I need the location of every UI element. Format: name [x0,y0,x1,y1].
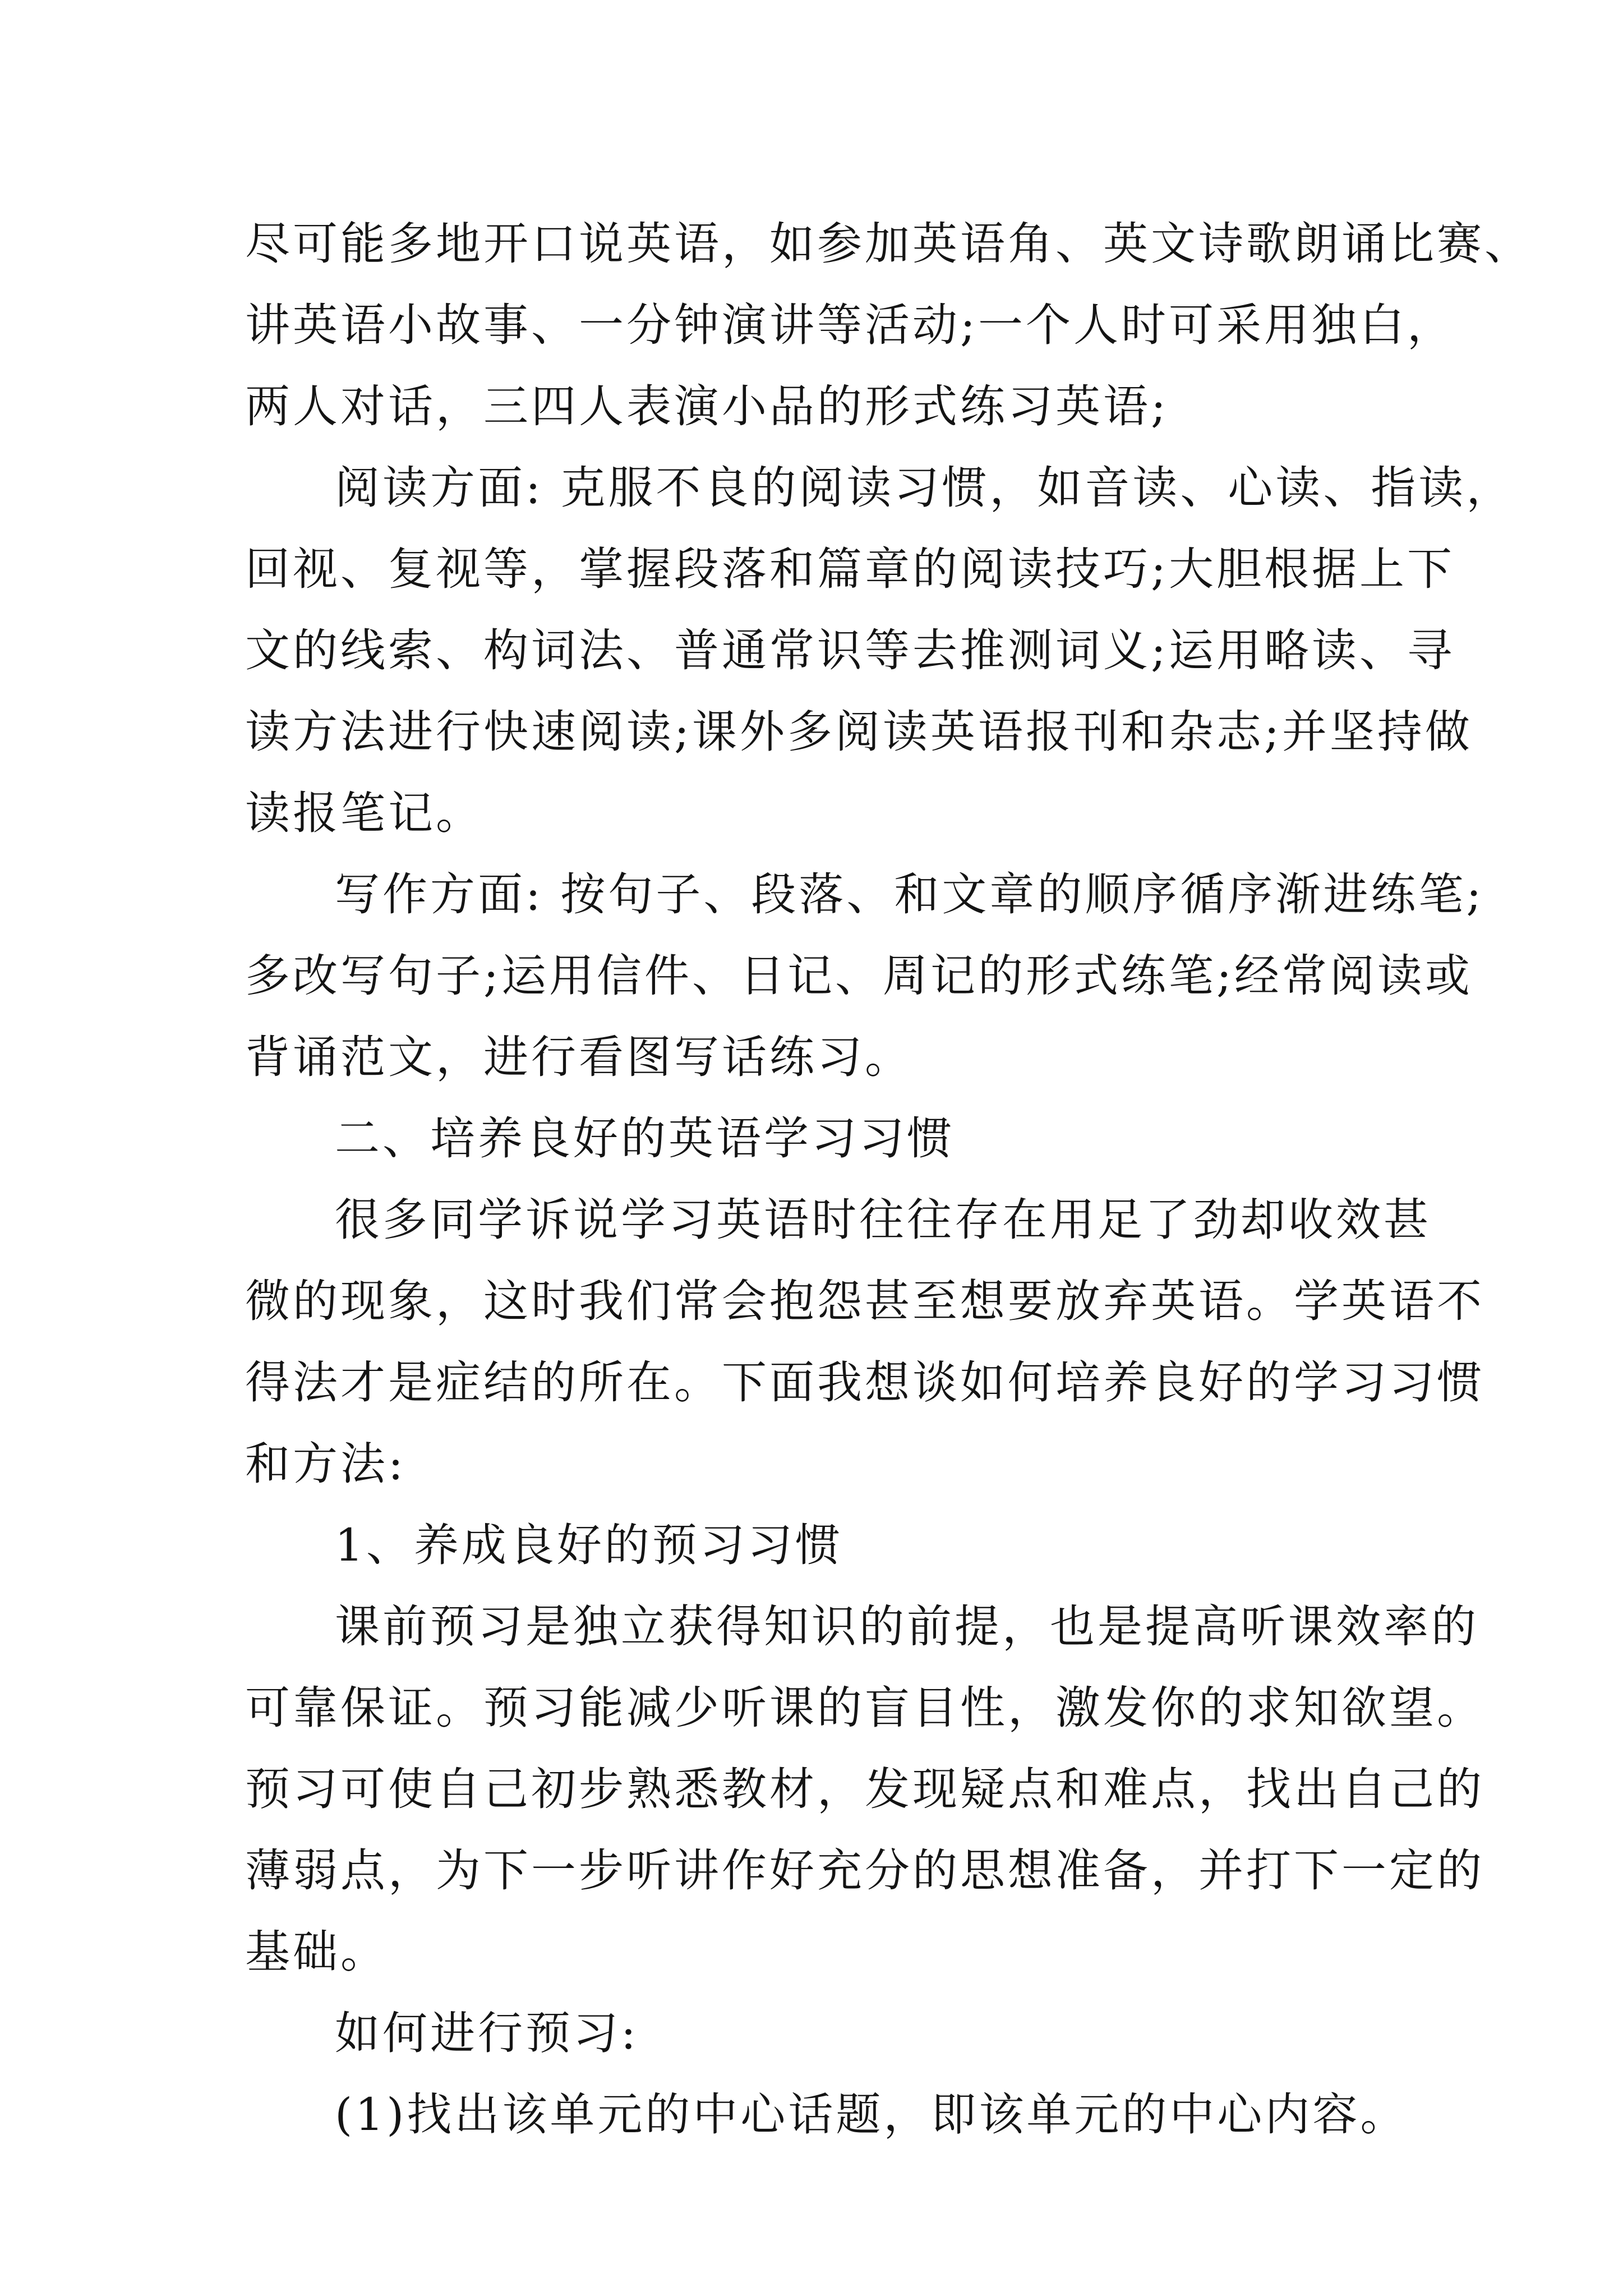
text-line: 读报笔记。 [245,787,483,839]
section-heading-2: 二、培养良好的英语学习习惯 [335,1112,955,1165]
text-line: 和方法: [245,1438,406,1490]
text-line: 读方法进行快速阅读;课外多阅读英语报刊和杂志;并坚持做 [245,706,1473,758]
list-item-1: (1)找出该单元的中心话题，即该单元的中心内容。 [335,2088,1408,2141]
text-line: 文的线索、构词法、普通常识等去推测词义;运用略读、寻 [245,624,1455,677]
text-line: 得法才是症结的所在。下面我想谈如何培养良好的学习习惯 [245,1356,1484,1409]
text-line: 预习可使自己初步熟悉教材，发现疑点和难点，找出自己的 [245,1763,1484,1815]
paragraph-writing-heading-line: 写作方面: 按句子、段落、和文章的顺序循序渐进练笔; [335,868,1484,921]
subheading-1: 1、养成良好的预习习惯 [335,1519,843,1571]
text-line: 两人对话，三四人表演小品的形式练习英语; [245,380,1169,432]
subheading-how-to-preview: 如何进行预习: [335,2007,639,2059]
text-line: 讲英语小故事、一分钟演讲等活动;一个人时可采用独白， [245,299,1455,351]
text-line: 可靠保证。预习能减少听课的盲目性，激发你的求知欲望。 [245,1682,1484,1734]
text-line: 多改写句子;运用信件、日记、周记的形式练笔;经常阅读或 [245,950,1473,1002]
document-body [245,203,1532,2155]
text-line: 背诵范文，进行看图写话练习。 [245,1031,912,1083]
text-line: 薄弱点，为下一步听讲作好充分的思想准备，并打下一定的 [245,1844,1484,1897]
text-line: 基础。 [245,1926,388,1978]
paragraph-reading-heading-line: 阅读方面: 克服不良的阅读习惯，如音读、心读、指读， [335,462,1514,514]
text-line: 微的现象，这时我们常会抱怨甚至想要放弃英语。学英语不 [245,1275,1484,1327]
text-line: 回视、复视等，掌握段落和篇章的阅读技巧;大胆根据上下 [245,543,1455,595]
text-line: 尽可能多地开口说英语，如参加英语角、英文诗歌朗诵比赛、 [245,218,1532,270]
paragraph-start-line: 很多同学诉说学习英语时往往存在用足了劲却收效甚 [335,1194,1431,1246]
paragraph-start-line: 课前预习是独立获得知识的前提，也是提高听课效率的 [335,1600,1479,1653]
